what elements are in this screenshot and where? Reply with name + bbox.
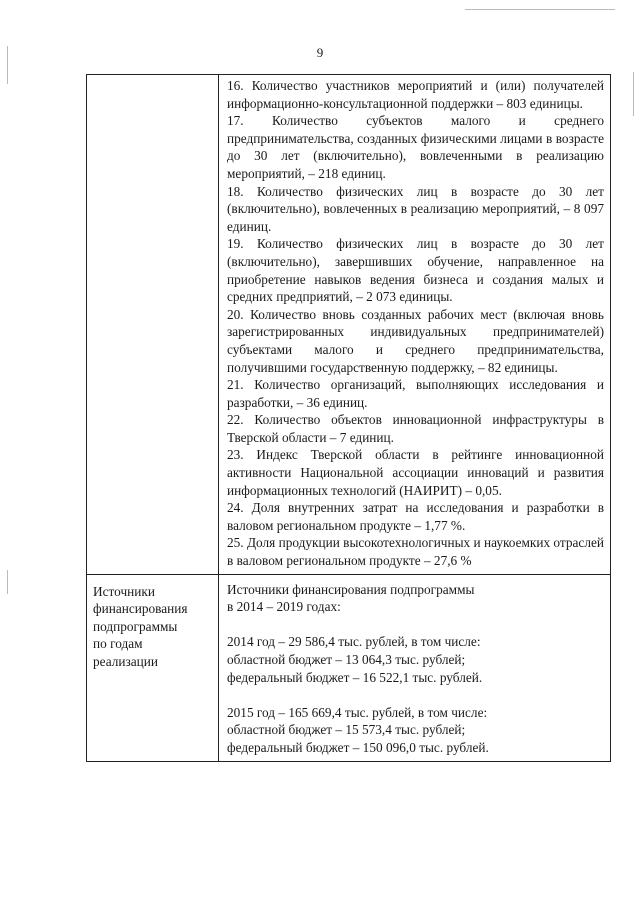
indicators-content-cell [219,75,611,575]
financing-label-line: реализации [93,654,158,669]
financing-2014-federal: федеральный бюджет – 16 522,1 тыс. рублей. [227,669,483,685]
indicators-row [87,75,611,575]
financing-intro-line: в 2014 – 2019 годах: [227,599,341,615]
scan-mark-top [465,9,615,10]
financing-2015-total: 2015 год – 165 669,4 тыс. рублей, в том числе: [227,704,488,720]
spacer [227,616,604,634]
indicator-21: 21. Количество организаций, выполняющих исследования и разработки, – 36 единиц. [227,377,604,410]
spacer [227,686,604,704]
financing-label-line: финансирования [93,601,188,617]
financing-label-line: Источники [93,583,155,599]
indicator-24: 24. Доля внутренних затрат на исследования и разработки в валовом региональном продукте – 1,77 %. [227,500,604,533]
indicator-23: 23. Индекс Тверской области в рейтинге инновационной активности Национальной ассоциации инноваций и развития информационных технологий (НАИРИТ) – 0,05. [227,447,604,498]
indicator-22: 22. Количество объектов инновационной инфраструктуры в Тверской области – 7 единиц. [227,412,604,445]
indicator-17: 17. Количество субъектов малого и среднего предпринимательства, созданных физическими лицами в возрасте до 30 лет (включительно), вовлеченными в реализацию мероприятий, – 218 единиц. [227,113,604,181]
financing-content-cell [219,574,611,761]
financing-label-line: по годам [93,636,143,652]
scan-mark-left-mid [7,570,8,594]
indicators-label-cell [87,75,219,575]
indicator-19: 19. Количество физических лиц в возрасте до 30 лет (включительно), завершивших обучение, направленное на приобретение навыков ведения бизнеса и создания малых и средних предприятий, – 2 073 единицы. [227,236,604,305]
page-number: 9 [316,45,324,60]
financing-label-line: подпрограммы [93,618,178,634]
financing-2015-federal: федеральный бюджет – 150 096,0 тыс. рублей. [227,739,489,755]
subprogram-passport-table [86,74,611,762]
financing-label-cell [87,574,219,761]
scan-mark-right [633,72,634,116]
indicator-25: 25. Доля продукции высокотехнологичных и наукоемких отраслей в валовом региональном продукте – 27,6 % [227,535,604,569]
financing-row [87,574,611,761]
financing-2015-regional: областной бюджет – 15 573,4 тыс. рублей; [227,722,466,738]
indicator-18: 18. Количество физических лиц в возрасте до 30 лет (включительно), вовлеченных в реализацию мероприятий, – 8 097 единиц. [227,183,604,234]
financing-intro-line: Источники финансирования подпрограммы [227,581,475,597]
scan-mark-left [7,46,8,84]
indicator-20: 20. Количество вновь созданных рабочих мест (включая вновь зарегистрированных индивидуальных предпринимателей) субъектами малого и среднего предпринимательства, получившими государственную поддержку, – 82 единицы. [227,306,604,375]
financing-2014-total: 2014 год – 29 586,4 тыс. рублей, в том числе: [227,634,481,650]
indicator-16: 16. Количество участников мероприятий и (или) получателей информационно-консультационной поддержки – 803 единицы. [227,78,604,111]
financing-2014-regional: областной бюджет – 13 064,3 тыс. рублей; [227,652,466,667]
